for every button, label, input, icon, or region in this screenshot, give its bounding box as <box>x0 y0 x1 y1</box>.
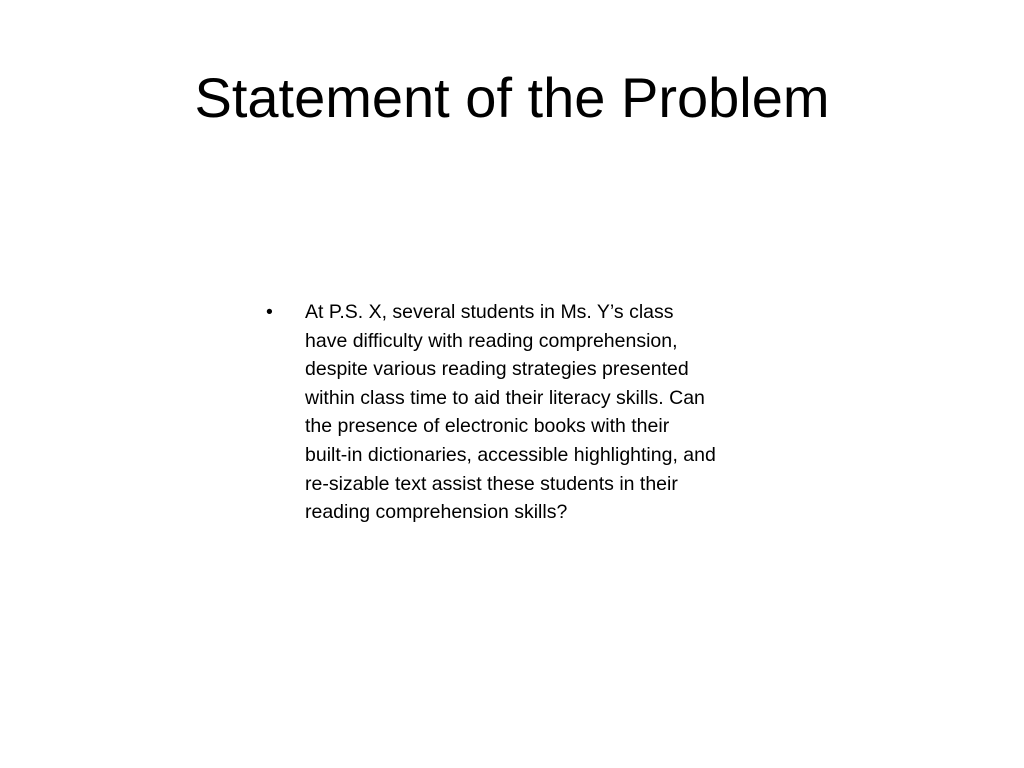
bullet-icon: • <box>266 301 273 323</box>
slide-title: Statement of the Problem <box>194 66 830 129</box>
bullet-text-line: despite various reading strategies presented <box>305 358 689 381</box>
bullet-item <box>264 298 794 527</box>
bullet-text-line: the presence of electronic books with their <box>305 415 670 438</box>
bullet-text-line: reading comprehension skills? <box>305 501 568 524</box>
bullet-text-line: built-in dictionaries, accessible highlighting, and <box>305 443 716 466</box>
bullet-text-line: re-sizable text assist these students in their <box>305 472 678 495</box>
slide-body <box>264 298 794 527</box>
bullet-text-line: At P.S. X, several students in Ms. Y’s class <box>305 301 674 323</box>
bullet-text-line: within class time to aid their literacy skills. Can <box>305 386 705 409</box>
bullet-text-line: have difficulty with reading comprehension, <box>305 329 678 352</box>
